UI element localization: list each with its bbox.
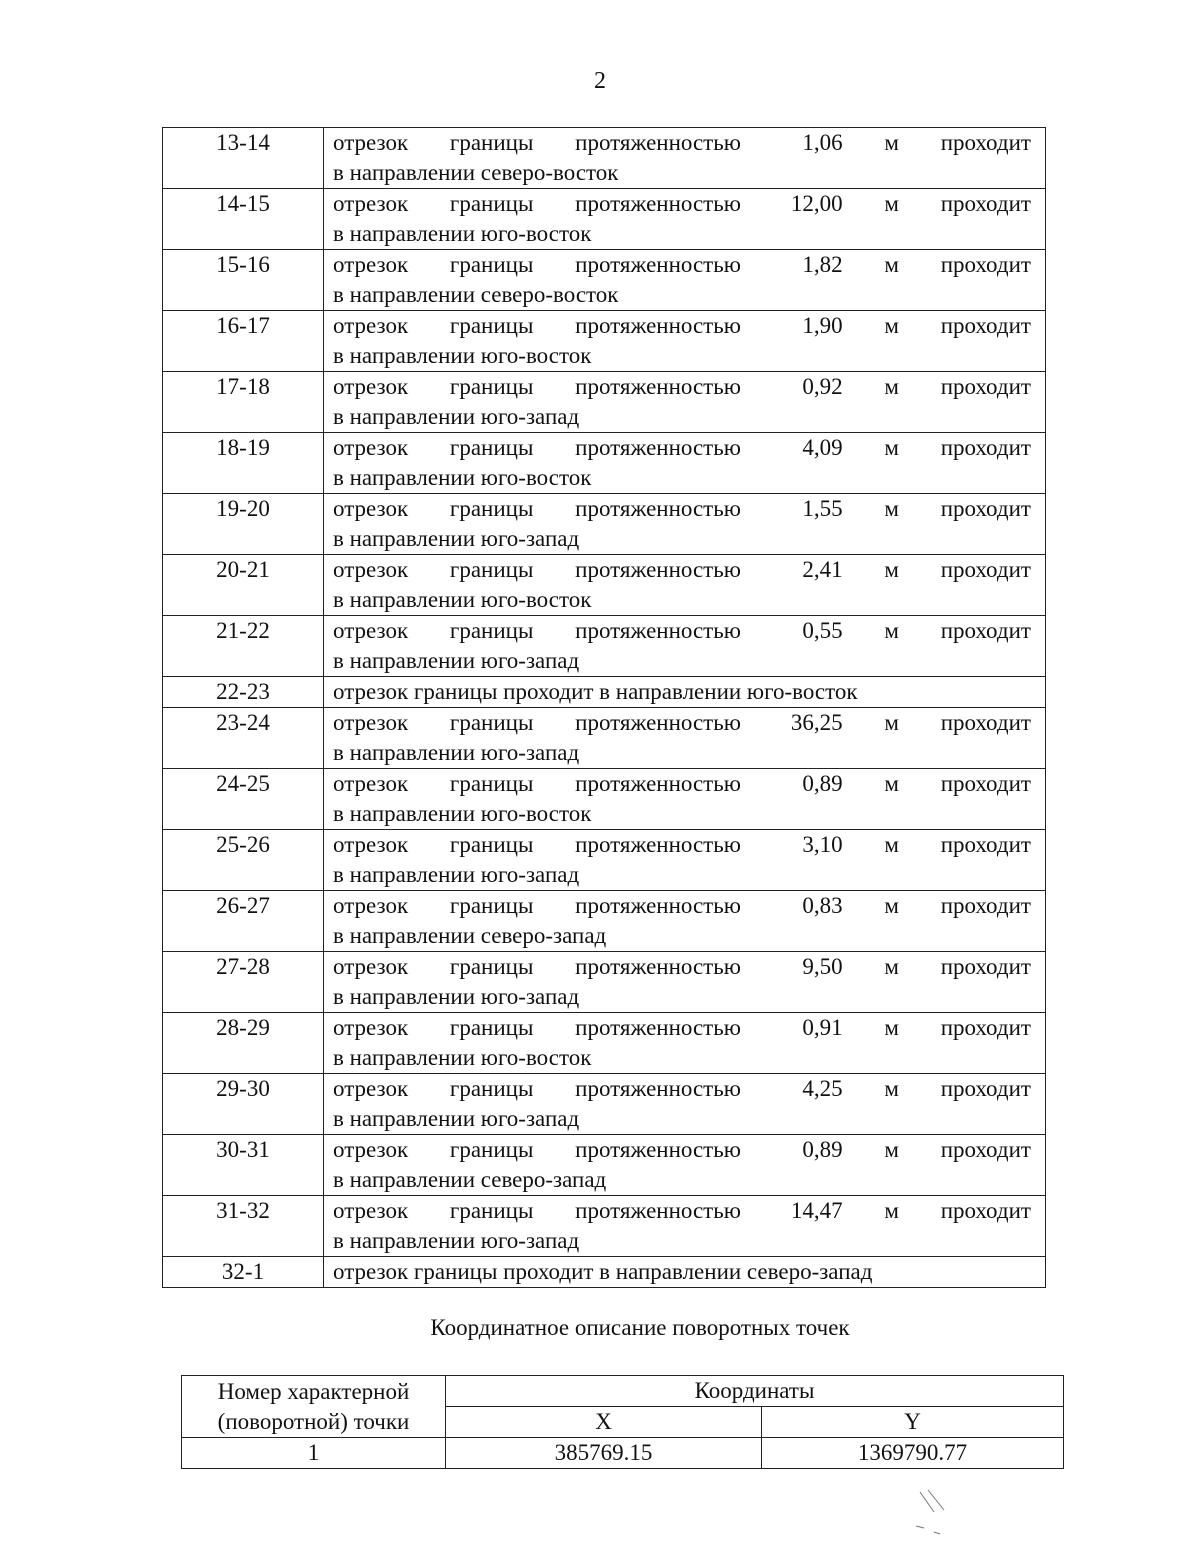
segment-code: 24-25 [163,769,324,830]
segment-length-value: 0,89 [802,1137,843,1162]
word-length: протяженностью [575,496,741,521]
word-segment: отрезок [333,893,409,918]
segment-direction: в направлении юго-восток [333,587,592,612]
segment-length-unit: м [884,1198,899,1223]
segment-length-unit: м [884,1076,899,1101]
segment-code: 26-27 [163,891,324,952]
word-segment: отрезок [333,618,409,643]
segment-length-value: 1,06 [802,130,843,155]
segment-row [163,708,1046,769]
point-number-header-line2: (поворотной) точки [217,1408,410,1434]
boundary-segments-table [162,127,1046,1288]
segment-code: 32-1 [163,1257,324,1288]
coordinates-header: Координаты [446,1376,1064,1407]
word-length: протяженностью [575,130,741,155]
x-header: X [446,1407,762,1438]
segment-length-unit: м [884,618,899,643]
segment-length-value: 0,83 [802,893,843,918]
word-boundary: границы [449,893,534,918]
segment-length-value: 0,92 [802,374,843,399]
segment-code: 14-15 [163,189,324,250]
segment-row [163,372,1046,433]
segment-code: 18-19 [163,433,324,494]
segment-row [163,891,1046,952]
word-passes: проходит [940,130,1031,155]
segment-length-unit: м [884,130,899,155]
word-length: протяженностью [575,832,741,857]
word-passes: проходит [940,1015,1031,1040]
coordinates-table [181,1375,1064,1469]
segment-code: 22-23 [163,677,324,708]
segment-code: 19-20 [163,494,324,555]
segment-length-value: 0,55 [802,618,843,643]
segment-direction: в направлении юго-восток [333,343,592,368]
segment-description [324,494,1046,555]
word-boundary: границы [449,252,534,277]
segment-description-line1 [333,708,1031,738]
word-segment: отрезок [333,435,409,460]
segment-length-value: 1,90 [802,313,843,338]
word-boundary: границы [449,954,534,979]
segment-length-value: 2,41 [802,557,843,582]
segment-row [163,1013,1046,1074]
segment-row [163,494,1046,555]
word-boundary: границы [449,771,534,796]
segment-direction: в направлении северо-восток [333,160,619,185]
segment-description [324,616,1046,677]
segment-code: 15-16 [163,250,324,311]
word-length: протяженностью [575,893,741,918]
segment-row [163,1257,1046,1288]
word-passes: проходит [940,954,1031,979]
segment-description [324,830,1046,891]
word-passes: проходит [940,893,1031,918]
segment-row [163,128,1046,189]
segment-description [324,250,1046,311]
segment-code: 17-18 [163,372,324,433]
segment-description [324,1196,1046,1257]
segment-description [324,1135,1046,1196]
segment-length-unit: м [884,496,899,521]
word-segment: отрезок [333,710,409,735]
segment-description [324,769,1046,830]
word-segment: отрезок [333,496,409,521]
word-boundary: границы [449,557,534,582]
word-passes: проходит [940,832,1031,857]
point-number-header [182,1376,446,1438]
word-passes: проходит [940,771,1031,796]
segment-direction: в направлении северо-запад [333,1167,607,1192]
word-segment: отрезок [333,1015,409,1040]
segment-description-line1 [333,128,1031,158]
segment-row [163,433,1046,494]
segment-row [163,616,1046,677]
segment-description-line1 [333,311,1031,341]
word-segment: отрезок [333,191,409,216]
word-passes: проходит [940,496,1031,521]
word-boundary: границы [449,130,534,155]
segment-description-line1 [333,1196,1031,1226]
segment-length-unit: м [884,252,899,277]
segment-direction: в направлении юго-запад [333,526,580,551]
word-passes: проходит [940,435,1031,460]
segment-description [324,128,1046,189]
coordinates-header-row [182,1376,1064,1407]
segment-description [324,952,1046,1013]
word-length: протяженностью [575,618,741,643]
segment-direction: в направлении северо-запад [333,923,607,948]
segment-direction: в направлении юго-восток [333,801,592,826]
segment-direction: в направлении юго-восток [333,221,592,246]
segment-direction: в направлении юго-запад [333,1106,580,1131]
segment-length-unit: м [884,1137,899,1162]
word-length: протяженностью [575,954,741,979]
segment-description-line1 [333,250,1031,280]
word-boundary: границы [449,496,534,521]
segment-code: 25-26 [163,830,324,891]
segment-length-unit: м [884,893,899,918]
segment-description-line1 [333,616,1031,646]
word-boundary: границы [449,710,534,735]
segment-length-unit: м [884,557,899,582]
segment-length-unit: м [884,374,899,399]
word-length: протяженностью [575,435,741,460]
segment-row [163,1135,1046,1196]
segment-description-line1 [333,494,1031,524]
segment-row [163,250,1046,311]
segment-description-line1 [333,952,1031,982]
segment-code: 29-30 [163,1074,324,1135]
word-passes: проходит [940,557,1031,582]
y-cell: 1369790.77 [762,1438,1064,1469]
segment-row [163,555,1046,616]
word-length: протяженностью [575,1076,741,1101]
word-segment: отрезок [333,954,409,979]
segment-description-line1 [333,555,1031,585]
word-segment: отрезок [333,1198,409,1223]
segment-description-line1 [333,189,1031,219]
segment-description [324,1074,1046,1135]
segment-description [324,891,1046,952]
segment-direction: в направлении юго-запад [333,1228,580,1253]
segment-direction: в направлении северо-восток [333,282,619,307]
y-header: Y [762,1407,1064,1438]
segment-direction: в направлении юго-запад [333,862,580,887]
segment-description-line1 [333,891,1031,921]
point-number-header-line1: Номер характерной [217,1378,410,1404]
word-passes: проходит [940,374,1031,399]
segment-length-unit: м [884,435,899,460]
word-length: протяженностью [575,1015,741,1040]
segment-length-unit: м [884,771,899,796]
coordinates-row [182,1438,1064,1469]
segment-description-line1 [333,1074,1031,1104]
segment-description-text: отрезок границы проходит в направлении северо-запад [333,1259,873,1284]
segment-code: 13-14 [163,128,324,189]
segment-direction: в направлении юго-запад [333,648,580,673]
segment-description [324,708,1046,769]
segment-code: 21-22 [163,616,324,677]
word-segment: отрезок [333,1137,409,1162]
segment-code: 30-31 [163,1135,324,1196]
segment-code: 23-24 [163,708,324,769]
segment-length-value: 36,25 [790,710,843,735]
segment-description [324,555,1046,616]
word-segment: отрезок [333,557,409,582]
segment-length-value: 1,55 [802,496,843,521]
segment-length-value: 0,89 [802,771,843,796]
segment-length-value: 3,10 [802,832,843,857]
word-length: протяженностью [575,1198,741,1223]
segment-length-value: 12,00 [790,191,843,216]
word-length: протяженностью [575,710,741,735]
segment-row [163,952,1046,1013]
word-boundary: границы [449,435,534,460]
segment-description [324,189,1046,250]
word-length: протяженностью [575,313,741,338]
segment-length-unit: м [884,1015,899,1040]
segment-length-unit: м [884,954,899,979]
word-length: протяженностью [575,557,741,582]
segment-direction: в направлении юго-восток [333,1045,592,1070]
segment-direction: в направлении юго-запад [333,404,580,429]
segment-description-line1 [333,433,1031,463]
segment-code: 16-17 [163,311,324,372]
word-passes: проходит [940,710,1031,735]
word-length: протяженностью [575,374,741,399]
segment-code: 28-29 [163,1013,324,1074]
word-boundary: границы [449,313,534,338]
word-passes: проходит [940,1137,1031,1162]
word-boundary: границы [449,1015,534,1040]
segment-length-value: 9,50 [802,954,843,979]
segment-code: 27-28 [163,952,324,1013]
segment-length-value: 4,09 [802,435,843,460]
word-boundary: границы [449,1198,534,1223]
segment-description-line1 [333,1013,1031,1043]
segment-length-value: 1,82 [802,252,843,277]
word-boundary: границы [449,1137,534,1162]
word-passes: проходит [940,313,1031,338]
segment-length-unit: м [884,710,899,735]
word-boundary: границы [449,618,534,643]
segment-direction: в направлении юго-запад [333,984,580,1009]
segment-length-unit: м [884,191,899,216]
segment-code: 31-32 [163,1196,324,1257]
segment-length-unit: м [884,832,899,857]
segment-row [163,830,1046,891]
segment-row [163,1074,1046,1135]
coordinates-title: Координатное описание поворотных точек [430,1315,850,1340]
segment-description [324,372,1046,433]
word-boundary: границы [449,374,534,399]
word-segment: отрезок [333,313,409,338]
segment-code: 20-21 [163,555,324,616]
segment-length-unit: м [884,313,899,338]
segment-length-value: 4,25 [802,1076,843,1101]
segment-direction: в направлении юго-восток [333,465,592,490]
segment-row [163,769,1046,830]
segment-length-value: 14,47 [790,1198,843,1223]
boundary-segments-body [163,128,1046,1288]
word-passes: проходит [940,618,1031,643]
word-length: протяженностью [575,1137,741,1162]
segment-row [163,311,1046,372]
segment-description [324,677,1046,708]
word-segment: отрезок [333,252,409,277]
segment-description-line1 [333,372,1031,402]
page-number: 2 [594,68,606,94]
word-boundary: границы [449,832,534,857]
segment-description [324,433,1046,494]
segment-direction: в направлении юго-запад [333,740,580,765]
signature-mark [900,1480,970,1550]
word-length: протяженностью [575,191,741,216]
segment-description-text: отрезок границы проходит в направлении юго-восток [333,679,858,704]
segment-description [324,1013,1046,1074]
segment-description [324,1257,1046,1288]
word-passes: проходит [940,1198,1031,1223]
word-segment: отрезок [333,130,409,155]
segment-description-line1 [333,769,1031,799]
word-segment: отрезок [333,832,409,857]
segment-length-value: 0,91 [802,1015,843,1040]
word-passes: проходит [940,252,1031,277]
segment-row [163,189,1046,250]
word-length: протяженностью [575,771,741,796]
word-segment: отрезок [333,1076,409,1101]
word-passes: проходит [940,191,1031,216]
word-length: протяженностью [575,252,741,277]
segment-description-line1 [333,830,1031,860]
x-cell: 385769.15 [446,1438,762,1469]
point-number-cell: 1 [182,1438,446,1469]
word-segment: отрезок [333,374,409,399]
segment-description-line1 [333,1135,1031,1165]
word-segment: отрезок [333,771,409,796]
segment-row [163,677,1046,708]
word-passes: проходит [940,1076,1031,1101]
segment-row [163,1196,1046,1257]
word-boundary: границы [449,191,534,216]
word-boundary: границы [449,1076,534,1101]
segment-description [324,311,1046,372]
